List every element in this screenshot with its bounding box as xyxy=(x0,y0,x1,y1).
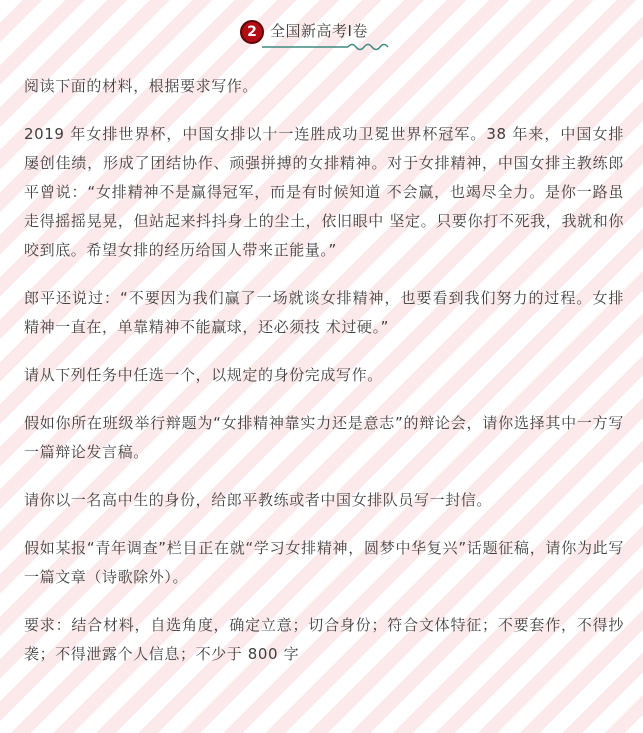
wavy-underline-icon xyxy=(262,42,392,52)
material-paragraph: 2019 年女排世界杯，中国女排以十一连胜成功卫冕世界杯冠军。38 年来，中国女排屡创佳绩，形成了团结协作、顽强拼搏的女排精神。对于女排精神，中国女排主教练郎平曾说：“女排精神不是赢得冠军，而是有时候知道 不会赢，也竭尽全力。是你一路虽走得摇摇晃晃，但站起来抖抖身上的尘土，依旧眼中 坚定。只要你打不死我，我就和你咬到底。希望女排的经历给国人带来正能量。” xyxy=(24,125,624,259)
section-title: 全国新高考Ⅰ卷 xyxy=(270,22,368,40)
section-number-badge: 2 xyxy=(240,20,264,44)
requirements-paragraph: 要求：结合材料，自选角度，确定立意；切合身份；符合文体特征；不要套作，不得抄袭；不得泄露个人信息；不少于 800 字 xyxy=(24,616,624,663)
instruction-paragraph: 阅读下面的材料，根据要求写作。 xyxy=(24,77,259,95)
section-header xyxy=(0,18,643,52)
task-instruction-paragraph: 请从下列任务中任选一个，以规定的身份完成写作。 xyxy=(24,366,383,384)
task-option-paragraph: 假如你所在班级举行辩题为“女排精神靠实力还是意志”的辩论会，请你选择其中一方写一篇辩论发言稿。 xyxy=(24,414,624,461)
material-paragraph: 郎平还说过：“不要因为我们赢了一场就谈女排精神，也要看到我们努力的过程。女排精神一直在，单靠精神不能赢球，还必须技 术过硬。” xyxy=(24,289,624,336)
task-option-paragraph: 请你以一名高中生的身份，给郎平教练或者中国女排队员写一封信。 xyxy=(24,491,493,509)
task-option-paragraph: 假如某报“青年调查”栏目正在就“学习女排精神，圆梦中华复兴”话题征稿，请你为此写一篇文章（诗歌除外）。 xyxy=(24,539,624,586)
article-body xyxy=(24,72,624,688)
